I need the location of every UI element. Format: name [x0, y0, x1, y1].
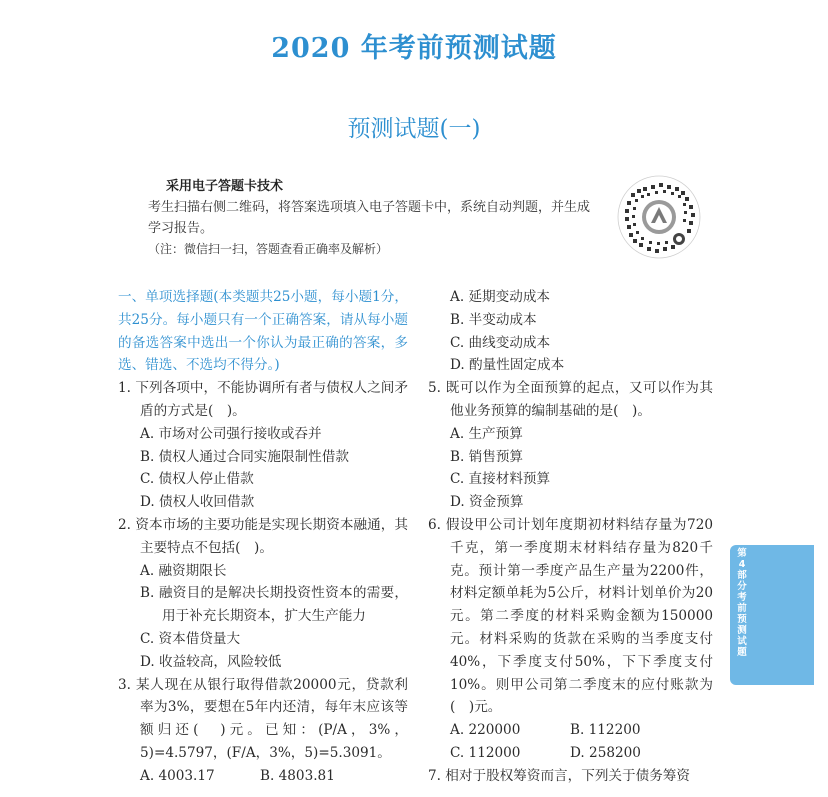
question-stem: 5. 既可以作为全面预算的起点，又可以作为其他业务预算的编制基础的是( )。 — [428, 380, 713, 419]
answer-option: C. 曲线变动成本 — [450, 334, 551, 351]
left-column — [118, 286, 408, 788]
question-stem: 3. 某人现在从银行取得借款20000元，贷款利率为3%，要想在5年内还清，每年末应该等额归还( )元。已知：(P/A，3%，5)=4.5797，(F/A，3%，5)=5.3091。 — [118, 676, 408, 761]
answer-option: B. 融资目的是解决长期投资性资本的需要，用于补充长期资本，扩大生产能力 — [140, 585, 408, 625]
answer-option: B. 债权人通过合同实施限制性借款 — [140, 448, 349, 465]
question-stem: 6. 假设甲公司计划年度期初材料结存量为720千克，第一季度期末材料结存量为820千克。预计第一季度产品生产量为2200件，材料定额单耗为5公斤，材料计划单价为20元。第二季度的材料采购金额为150000元。材料采购的货款在采购的当季度支付40%，下季度支付50%，下下季度支付10%。则甲公司第二季度末的应付账款为( )元。 — [428, 516, 713, 716]
answer-option: D. 资金预算 — [450, 494, 524, 511]
right-column — [428, 286, 713, 788]
question-stem: 2. 资本市场的主要功能是实现长期资本融通，其主要特点不包括( )。 — [118, 516, 408, 556]
chapter-side-tab-label: 第4部分 考前预测试题 — [737, 548, 747, 658]
answer-option: B. 销售预算 — [450, 448, 524, 465]
answer-option: A. 4003.17 — [140, 767, 215, 784]
answer-option: C. 112000 — [450, 744, 521, 761]
qr-code-icon[interactable] — [617, 175, 701, 259]
answer-option: A. 延期变动成本 — [450, 289, 551, 305]
answer-option: B. 4803.81 — [260, 767, 335, 784]
section-heading: 一、单项选择题(本类题共25小题，每小题1分，共25分。每小题只有一个正确答案，请从每小题的备选答案中选出一个你认为最正确的答案，多选、错选、不选均不得分。) — [118, 289, 408, 374]
ecard-title: 采用电子答题卡技术 — [166, 179, 284, 194]
answer-option: C. 债权人停止借款 — [140, 471, 254, 488]
answer-option: D. 收益较高，风险较低 — [140, 653, 282, 670]
answer-option: C. 资本借贷量大 — [140, 630, 241, 647]
electronic-answer-card-intro — [148, 176, 598, 260]
exam-subtitle: 预测试题(一) — [347, 116, 481, 142]
answer-option-row — [428, 719, 713, 742]
answer-option-row — [118, 765, 408, 788]
page-title: 2020 年考前预测试题 — [271, 33, 557, 64]
answer-option: A. 市场对公司强行接收或吞并 — [140, 425, 322, 442]
answer-option-row — [428, 742, 713, 765]
answer-option: B. 半变动成本 — [450, 311, 537, 328]
answer-option: D. 酌量性固定成本 — [450, 357, 565, 374]
answer-option: A. 融资期限长 — [140, 562, 227, 579]
question-stem: 7. 相对于股权筹资而言，下列关于债务筹资 — [428, 767, 690, 784]
answer-option: A. 生产预算 — [450, 425, 523, 442]
answer-option: C. 直接材料预算 — [450, 471, 551, 488]
answer-option: A. 220000 — [450, 722, 521, 739]
answer-option: D. 258200 — [570, 744, 641, 761]
ecard-body: 考生扫描右侧二维码，将答案选项填入电子答题卡中，系统自动判题，并生成学习报告。 — [148, 200, 591, 236]
ecard-note: （注：微信扫一扫，答题查看正确率及解析） — [148, 242, 389, 256]
question-stem: 1. 下列各项中，不能协调所有者与债权人之间矛盾的方式是( )。 — [118, 380, 408, 419]
answer-option: B. 112200 — [570, 722, 641, 739]
answer-option: D. 债权人收回借款 — [140, 494, 255, 511]
